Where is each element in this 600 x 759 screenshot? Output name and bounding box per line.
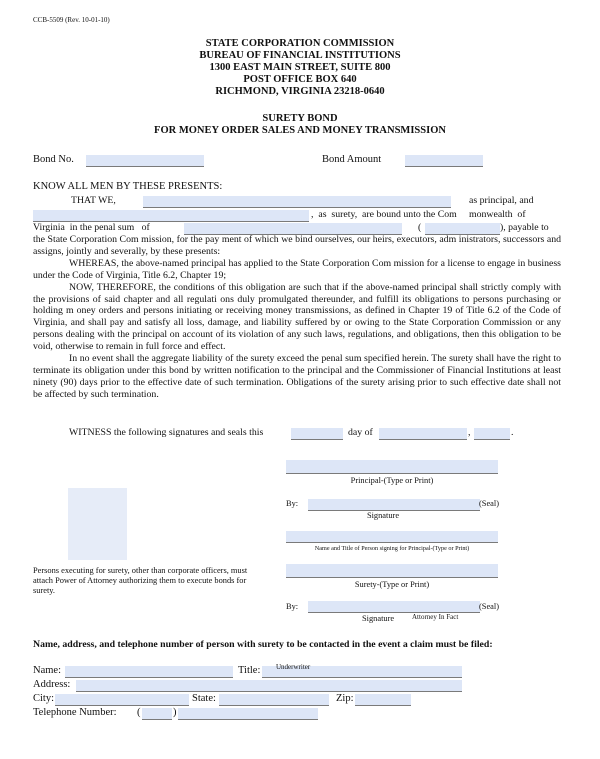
form-code: CCB-5509 (Rev. 10-01-10): [33, 16, 110, 24]
as-principal-label: as principal, and: [469, 195, 534, 206]
witness-label: WITNESS the following signatures and seals this: [69, 427, 264, 438]
principal-signer-caption: Name and Title of Person signing for Principal-(Type or Print): [314, 545, 470, 552]
surety-signature-field[interactable]: [308, 601, 480, 613]
bond-body: [33, 234, 561, 401]
header-agency: STATE CORPORATION COMMISSION: [205, 38, 395, 49]
surety-name-field[interactable]: [33, 210, 309, 222]
whereas-paragraph: WHEREAS, the above-named principal has applied to the State Corporation Com mission for a license to engage in business under the Code of Virginia, Title 6.2, Chapter 19;: [33, 257, 561, 281]
witness-period: .: [511, 427, 514, 438]
contact-phone-label: Telephone Number:: [33, 707, 117, 718]
contact-city-field[interactable]: [55, 694, 189, 706]
surety-name-print-field[interactable]: [286, 564, 498, 578]
penal-sum-open-paren: (: [418, 222, 422, 233]
principal-signer-name-field[interactable]: [286, 531, 498, 543]
attorney-in-fact-caption: Attorney In Fact: [412, 613, 459, 621]
day-of-label: day of: [348, 427, 373, 438]
principal-name-print-field[interactable]: [286, 460, 498, 474]
contact-zip-field[interactable]: [355, 694, 411, 706]
contact-title-label: Title:: [238, 665, 261, 676]
liability-paragraph: In no event shall the aggregate liability of the surety exceed the penal sum specified herein. The surety shall have the right to terminate its obligation under this bond by written notification to the principal and the Commissioner of Financial Institutions at least ninety (90) days prior to the effective date of such termination. Obligations of the surety arising prior to such effective date shall not be affected by such termination.: [33, 353, 561, 400]
as-surety-label: , as surety, are bound unto the Com monwealth of: [311, 209, 526, 220]
principal-name-field[interactable]: [143, 196, 451, 208]
contact-city-label: City:: [33, 693, 55, 704]
contact-name-field[interactable]: [65, 666, 233, 678]
surety-by-label: By:: [286, 602, 299, 611]
bond-no-label: Bond No.: [33, 154, 74, 165]
contact-zip-label: Zip:: [336, 693, 354, 704]
contact-state-field[interactable]: [219, 694, 329, 706]
contact-heading: Name, address, and telephone number of person with surety to be contacted in the event a claim must be filed:: [33, 639, 493, 650]
principal-signature-field[interactable]: [308, 499, 480, 511]
principal-seal-label: (Seal): [479, 499, 499, 508]
bond-no-field[interactable]: [86, 155, 204, 167]
principal-by-label: By:: [286, 499, 299, 508]
witness-day-field[interactable]: [291, 428, 343, 440]
witness-comma: ,: [468, 427, 471, 438]
obligation-paragraph: the State Corporation Com mission, for the pay ment of which we bind ourselves, our heirs, executors, adm inistrators, successors and assigns, jointly and severally, by these presents:: [33, 234, 561, 257]
header-city: RICHMOND, VIRGINIA 23218-0640: [215, 86, 385, 97]
document-title: SURETY BOND: [262, 113, 338, 124]
phone-open-paren: (: [137, 707, 141, 718]
contact-address-label: Address:: [33, 679, 71, 690]
know-all-heading: KNOW ALL MEN BY THESE PRESENTS:: [33, 181, 223, 192]
contact-address-field[interactable]: [76, 680, 462, 692]
penal-sum-label: Virginia in the penal sum of: [33, 222, 150, 233]
contact-title-value: Underwriter: [276, 663, 311, 671]
principal-print-caption: Principal-(Type or Print): [350, 476, 434, 485]
witness-year-field[interactable]: [474, 428, 510, 440]
contact-name-label: Name:: [33, 665, 61, 676]
contact-area-code-field[interactable]: [142, 708, 172, 720]
surety-seal-label: (Seal): [479, 602, 499, 611]
surety-signature-caption: Signature: [362, 614, 395, 623]
document-subtitle: FOR MONEY ORDER SALES AND MONEY TRANSMISSION: [154, 125, 446, 136]
that-we-label: THAT WE,: [71, 195, 116, 206]
surety-print-caption: Surety-(Type or Print): [354, 580, 430, 589]
seal-image-placeholder: [68, 488, 127, 560]
header-bureau: BUREAU OF FINANCIAL INSTITUTIONS: [199, 50, 401, 61]
contact-phone-field[interactable]: [178, 708, 318, 720]
bond-amount-field[interactable]: [405, 155, 483, 167]
surety-power-of-attorney-note: Persons executing for surety, other than corporate officers, must attach Power of Attorney authorizing them to execute bonds for surety.: [33, 566, 248, 596]
payable-to-label: ), payable to: [500, 222, 549, 233]
principal-signature-caption: Signature: [366, 511, 400, 520]
bond-amount-label: Bond Amount: [322, 154, 382, 165]
header-pobox: POST OFFICE BOX 640: [243, 74, 357, 85]
header-street: 1300 EAST MAIN STREET, SUITE 800: [209, 62, 391, 73]
contact-state-label: State:: [192, 693, 216, 704]
witness-month-field[interactable]: [379, 428, 467, 440]
phone-close-paren: ): [173, 707, 177, 718]
now-therefore-paragraph: NOW, THEREFORE, the conditions of this obligation are such that if the above-named principal shall strictly comply with the provisions of said chapter and all regulati ons duly promulgated thereunder, and fulfill its obligations to persons purchasing or holding m oney orders and persons initiating or receiving money transmissions, as defined in Chapter 19 of Title 6.2 of the Code of Virginia, and shall pay and satisfy all loss, damage, and liability suffered by or owing to the State Corporation Commission or any persons dealing with the principal on account of its violation of any such laws, regulations, and obligations, then this obligation to be void, otherwise to remain in full force and effect.: [33, 281, 561, 353]
